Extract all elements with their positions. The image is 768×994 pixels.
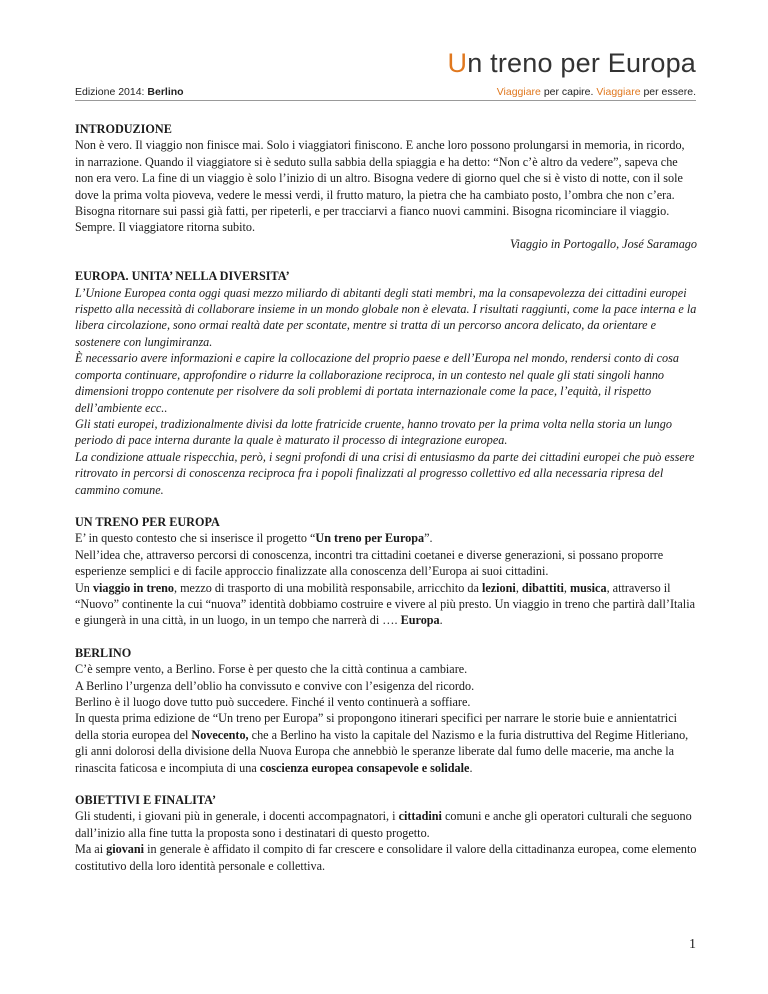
header-divider xyxy=(75,100,696,101)
document-title xyxy=(448,48,696,79)
section-berlino xyxy=(75,645,697,776)
tagline-word-1: Viaggiare xyxy=(496,86,541,98)
europa-paragraph-1: L’Unione Europea conta oggi quasi mezzo miliardo di abitanti degli stati membri, ma la consapevolezza dei cittadini europei rispetto alla necessità di collaborare insieme in un mondo globale non è elevata. I risultati raggiunti, come la pace interna e la libera circolazione, sono ormai realtà date per scontate, mentre si tratta di un percorso ancora delicato, da orientare e sostenere con lungimiranza. xyxy=(75,285,697,349)
document-body xyxy=(75,121,697,890)
berlino-paragraph-4: In questa prima edizione de “Un treno per Europa” si propongono itinerari specifici per narrare le storie buie e annientatrici della storia europea del Novecento, che a Berlino ha visto la capitale del Nazismo e la furia distruttiva del Regime Hitleriano, gli anni dolorosi della divisione della Nuova Europa che annebbiò le speranze liberate dal fumo delle macerie, ma anche la rinascita faticosa e incompiuta di una coscienza europea consapevole e solidale. xyxy=(75,711,689,775)
obiettivi-paragraph-2: Ma ai giovani in generale è affidato il compito di far crescere e consolidare il valore della cittadinanza europea, come elemento costitutivo della loro identità personale e collettiva. xyxy=(75,842,697,873)
treno-paragraph-1: E’ in questo contesto che si inserisce il progetto “Un treno per Europa”. xyxy=(75,531,433,546)
europa-paragraph-3: Gli stati europei, tradizionalmente divisi da lotte fratricide cruente, hanno trovato per la prima volta nella storia un lungo periodo di pace interna durante la quale è maturato il processo di integrazione europea. xyxy=(75,416,672,448)
tagline xyxy=(497,86,696,98)
title-first-letter: U xyxy=(447,48,468,78)
section-title: OBIETTIVI E FINALITA’ xyxy=(75,793,217,808)
tagline-rest-2: per essere. xyxy=(640,86,696,98)
page-number: 1 xyxy=(689,937,696,952)
section-obiettivi xyxy=(75,792,697,874)
section-europa xyxy=(75,268,697,498)
europa-paragraph-4: La condizione attuale rispecchia, però, i segni profondi di una crisi di entusiasmo da parte dei cittadini europei che può essere ritrovato in percorsi di conoscenza reciproca fra i popoli finalizzati al progresso collettivo ed alla necessaria ripresa del cammino comune. xyxy=(75,449,695,497)
edition-label xyxy=(75,86,184,98)
europa-paragraph-2: È necessario avere informazioni e capire la collocazione del proprio paese e dell’Europa nel mondo, rendersi conto di cosa comporta continuare, approfondire o ridurre la collaborazione reciproca, in un contesto nel quale gli stati singoli hanno dimensioni troppo contenute per risolvere da soli problemi di portata internazionale come la pace, l’equità, il rispetto dell’ambiente ecc.. xyxy=(75,351,679,415)
section-treno xyxy=(75,514,697,629)
berlino-line-2: A Berlino l’urgenza dell’oblio ha convissuto e convive con l’esigenza del ricordo. xyxy=(75,678,475,693)
section-title: UN TRENO PER EUROPA xyxy=(75,514,220,529)
edition-prefix: Edizione 2014: xyxy=(75,86,148,98)
berlino-line-3: Berlino è il luogo dove tutto può succedere. Finché il vento continuerà a soffiare. xyxy=(75,695,471,709)
section-title: INTRODUZIONE xyxy=(75,122,172,136)
section-introduzione xyxy=(75,121,697,252)
title-rest: n treno per Europa xyxy=(467,48,696,78)
section-title: EUROPA. UNITA’ NELLA DIVERSITA’ xyxy=(75,269,290,284)
section-title: BERLINO xyxy=(75,645,132,660)
treno-paragraph-3: Un viaggio in treno, mezzo di trasporto di una mobilità responsabile, arricchito da lezioni, dibattiti, musica, attraverso il “Nuovo” continente la cui “nuova” identità dobbiamo costruire e vivere al più presto. Un viaggio in treno che partirà dall’Italia e giungerà in una città, in un luogo, in un tempo che narrerà di …. Europa. xyxy=(75,580,695,628)
tagline-rest-1: per capire. xyxy=(540,86,597,98)
treno-paragraph-2: Nell’idea che, attraverso percorsi di conoscenza, incontri tra cittadini coetanei e diverse generazioni, si possano proporre esperienze semplici e di facile approccio finalizzate alla conoscenza dell’Europa ai suoi cittadini. xyxy=(75,547,664,579)
obiettivi-paragraph-1: Gli studenti, i giovani più in generale, i docenti accompagnatori, i cittadini comuni e anche gli operatori culturali che seguono dall’inizio alla fine tutta la proposta sono i destinatari di questo progetto. xyxy=(75,809,692,840)
tagline-word-2: Viaggiare xyxy=(596,86,641,98)
berlino-line-1: C’è sempre vento, a Berlino. Forse è per questo che la città continua a cambiare. xyxy=(75,662,468,677)
edition-city: Berlino xyxy=(147,86,184,98)
intro-paragraph: Non è vero. Il viaggio non finisce mai. Solo i viaggiatori finiscono. E anche loro possono prolungarsi in memoria, in ricordo, in narrazione. Quando il viaggiatore si è seduto sulla sabbia della spiaggia e ha detto: “Non c’è altro da vedere”, sapeva che non era vero. La fine di un viaggio è solo l’inizio di un altro. Bisogna vedere di giorno quel che si è visto di notte, con il sole dove la prima volta pioveva, vedere le messi verdi, il frutto maturo, la pietra che ha cambiato posto, l’ombra che non c’era. Bisogna ritornare sui passi già fatti, per ripeterli, e per tracciarvi a fianco nuovi cammini. Bisogna ricominciare il viaggio. Sempre. Il viaggiatore ritorna subito. xyxy=(75,138,685,235)
intro-citation: Viaggio in Portogallo, José Saramago xyxy=(510,236,697,251)
